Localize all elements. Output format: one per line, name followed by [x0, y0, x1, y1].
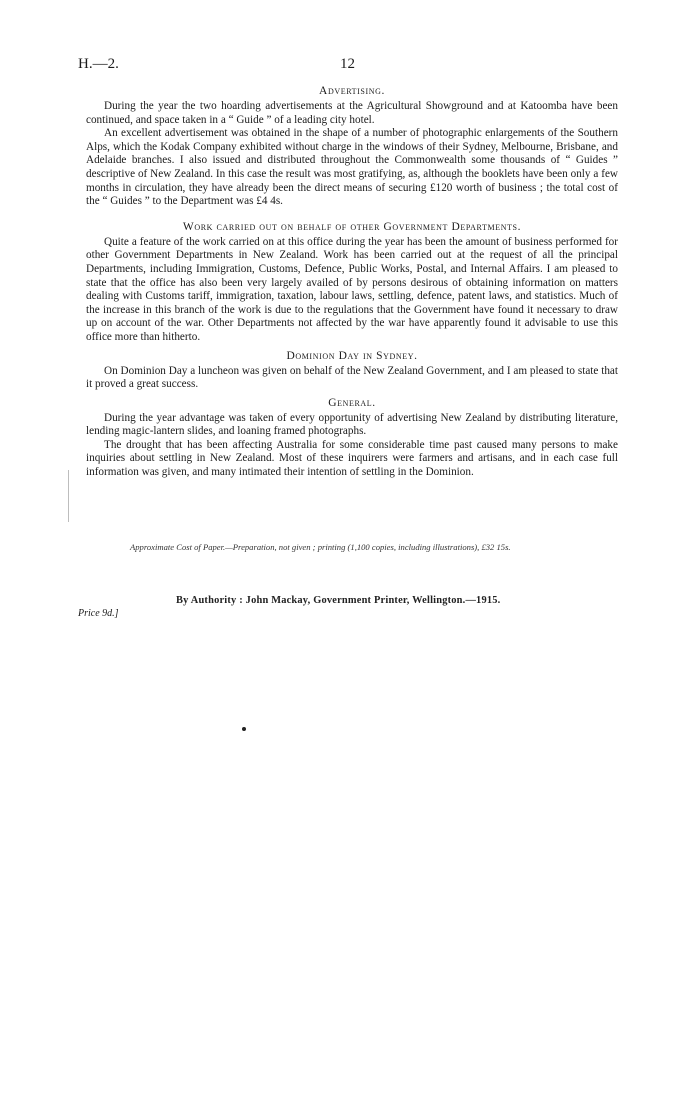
cost-of-paper-note: Approximate Cost of Paper.—Preparation, not given ; printing (1,100 copies, including illustrations), £32 15s.: [130, 542, 511, 552]
report-body: [86, 84, 618, 480]
paragraph-general-2: The drought that has been affecting Australia for some considerable time past caused many persons to make inquiries about settling in New Zealand. Most of these inquirers were farmers and artisans, and in each case full information was given, and many intimated their intention of settling in the Dominion.: [86, 438, 618, 479]
heading-general: General.: [328, 396, 376, 409]
paragraph-advertising-2: An excellent advertisement was obtained in the shape of a number of photographic enlargements of the Southern Alps, which the Kodak Company exhibited without charge in the windows of their Sydney, Melbourne, Brisbane, and Adelaide branches. I also issued and distributed throughout the Commonwealth some thousands of “ Guides ” descriptive of New Zealand. In this case the result was most gratifying, as, although the booklets have been only a few months in circulation, they have already been the direct means of securing £120 worth of business ; the total cost of the “ Guides ” to the Department was £4 4s.: [86, 127, 618, 208]
ink-speck: [242, 727, 246, 731]
price-note: Price 9d.]: [78, 608, 119, 619]
paragraph-advertising-1: During the year the two hoarding advertisements at the Agricultural Showground and at Katoomba have been continued, and space taken in a “ Guide ” of a leading city hotel.: [86, 100, 618, 126]
heading-other-departments: Work carried out on behalf of other Government Departments.: [182, 220, 522, 233]
scan-edge-mark: [68, 470, 69, 522]
page-number: 12: [340, 56, 355, 72]
heading-dominion-day: Dominion Day in Sydney.: [286, 349, 418, 362]
document-reference: H.—2.: [78, 56, 119, 72]
paragraph-general-1: During the year advantage was taken of every opportunity of advertising New Zealand by distributing literature, lending magic-lantern slides, and loaning framed photographs.: [86, 411, 618, 438]
paragraph-other-departments: Quite a feature of the work carried on at this office during the year has been the amount of business performed for other Government Departments in New Zealand. Work has been carried out at the request of all the principal Departments, including Immigration, Customs, Defence, Public Works, Postal, and Internal Affairs. I am pleased to state that the office has also been very largely availed of by persons desirous of obtaining information on matters dealing with Customs tariff, immigration, taxation, labour laws, settling, defence, patent laws, and statistics. Much of the increase in this branch of the work is due to the regulations that the Government have found it necessary to draw up on account of the war. Other Departments not affected by the war have apparently found it advisable to use this office more than hitherto.: [86, 235, 618, 343]
heading-advertising: Advertising.: [319, 85, 385, 97]
paragraph-dominion-day: On Dominion Day a luncheon was given on behalf of the New Zealand Government, and I am pleased to state that it proved a great success.: [86, 364, 618, 391]
page-header: [78, 56, 618, 76]
printer-imprint: By Authority : John Mackay, Government Printer, Wellington.—1915.: [176, 595, 501, 606]
